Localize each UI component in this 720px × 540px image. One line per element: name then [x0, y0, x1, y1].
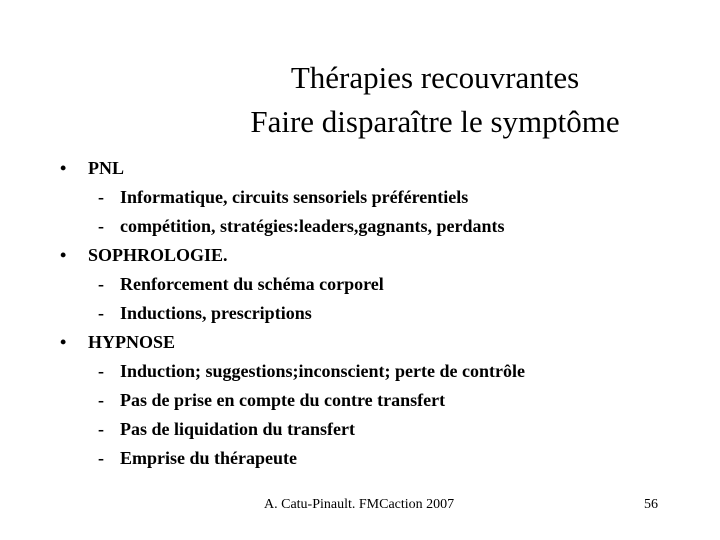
- sub-list-item: [0, 448, 720, 477]
- list-item-label: HYPNOSE: [88, 332, 176, 352]
- bullet-icon: •: [60, 332, 67, 352]
- bullet-icon: •: [60, 245, 67, 265]
- dash-icon: -: [98, 361, 104, 381]
- sub-list-item-text: compétition, stratégies:leaders,gagnants, perdants: [120, 216, 505, 236]
- sub-list-item-text: Informatique, circuits sensoriels préférentiels: [120, 187, 469, 207]
- list-item: [0, 332, 720, 361]
- sub-list-item: [0, 274, 720, 303]
- dash-icon: -: [98, 274, 104, 294]
- bullet-icon: •: [60, 158, 67, 178]
- slide-title: [150, 56, 720, 144]
- sub-list-item-text: Induction; suggestions;inconscient; perte de contrôle: [120, 361, 525, 381]
- page-number: 56: [644, 497, 658, 512]
- list-item-label: SOPHROLOGIE.: [88, 245, 228, 265]
- sub-list-item: [0, 361, 720, 390]
- dash-icon: -: [98, 216, 104, 236]
- sub-list-item-text: Emprise du thérapeute: [120, 448, 297, 468]
- list-item: [0, 158, 720, 187]
- footer-credit: A. Catu-Pinault. FMCaction 2007: [264, 497, 455, 512]
- sub-list-item: [0, 187, 720, 216]
- dash-icon: -: [98, 187, 104, 207]
- sub-list-item-text: Inductions, prescriptions: [120, 303, 312, 323]
- list-item-label: PNL: [88, 158, 124, 178]
- sub-list-item: [0, 419, 720, 448]
- sub-list-item: [0, 216, 720, 245]
- dash-icon: -: [98, 419, 104, 439]
- sub-list-item-text: Renforcement du schéma corporel: [120, 274, 384, 294]
- sub-list-item-text: Pas de prise en compte du contre transfert: [120, 390, 446, 410]
- sub-list-item: [0, 303, 720, 332]
- dash-icon: -: [98, 303, 104, 323]
- dash-icon: -: [98, 390, 104, 410]
- sub-list-item-text: Pas de liquidation du transfert: [120, 419, 356, 439]
- list-item: [0, 245, 720, 274]
- title-line-1: Thérapies recouvrantes: [290, 60, 580, 95]
- dash-icon: -: [98, 448, 104, 468]
- sub-list-item: [0, 390, 720, 419]
- title-line-2: Faire disparaître le symptôme: [250, 104, 620, 139]
